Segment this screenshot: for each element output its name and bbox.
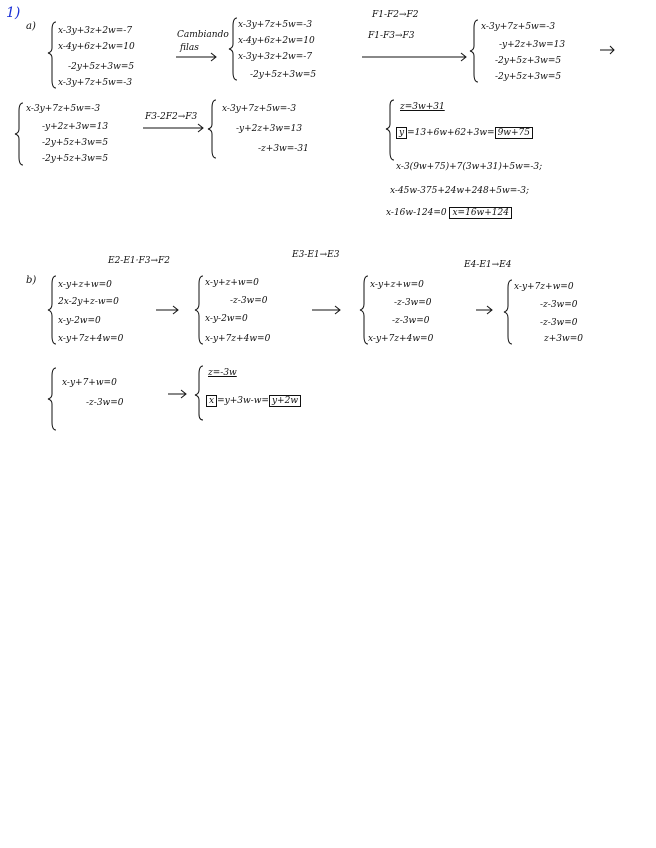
brace-a1 — [48, 22, 56, 88]
brace-b6 — [195, 366, 203, 420]
a-sys1-eq2: x-4y+6z+2w=10 — [58, 42, 135, 52]
a-sys5-eq1: x-3y+7z+5w=-3 — [222, 104, 297, 114]
b-sys2-eq4: x-y+7z+4w=0 — [205, 334, 271, 344]
sol-z: z=3w+31 — [400, 102, 445, 112]
arrow-b2 — [312, 306, 340, 314]
sol-y-line — [396, 128, 533, 138]
brace-a4 — [15, 103, 23, 165]
arrow-b5 — [168, 390, 186, 398]
brace-b1 — [48, 276, 56, 344]
b-sys2-eq3: x-y-2w=0 — [205, 314, 248, 324]
sol-y-mid: =13+6w+62+3w= — [407, 128, 495, 138]
a-sys5-eq2: -y+2z+3w=13 — [236, 124, 303, 134]
b-sol-x-result: y+2w — [269, 395, 301, 407]
part-b-label: b) — [26, 275, 37, 286]
a-sys2-eq4: -2y+5z+3w=5 — [250, 70, 317, 80]
b-sys3-eq3: -z-3w=0 — [392, 316, 430, 326]
a-sys2-eq2: x-4y+6z+2w=10 — [238, 36, 315, 46]
arrow-a3 — [600, 46, 614, 54]
brace-a2 — [229, 18, 237, 80]
a-sys3-eq3: -2y+5z+3w=5 — [495, 56, 562, 66]
b-sys4-eq4: z+3w=0 — [544, 334, 583, 344]
a-sys1-eq1: x-3y+3z+2w=-7 — [58, 26, 133, 36]
a-sys4-eq2: -y+2z+3w=13 — [42, 122, 109, 132]
b-sys2-eq2: -z-3w=0 — [230, 296, 268, 306]
b-sys1-eq1: x-y+z+w=0 — [58, 280, 112, 290]
brace-b3 — [360, 276, 368, 344]
a-op1: F1-F2→F2 — [372, 10, 419, 20]
a-sys2-eq1: x-3y+7z+5w=-3 — [238, 20, 313, 30]
part-a-label: a) — [26, 21, 36, 32]
a-sys3-eq2: -y+2z+3w=13 — [499, 40, 566, 50]
a-sys4-eq3: -2y+5z+3w=5 — [42, 138, 109, 148]
sol-y-var: y — [396, 127, 407, 139]
arrow-b3 — [476, 306, 492, 314]
b-sys2-eq1: x-y+z+w=0 — [205, 278, 259, 288]
b-sys1-eq2: 2x-2y+z-w=0 — [58, 297, 119, 307]
b-sys4-eq1: x-y+7z+w=0 — [514, 282, 574, 292]
arrow-b1 — [156, 306, 178, 314]
b-op1: E2-E1·F3→F2 — [108, 256, 170, 266]
brace-a3 — [470, 20, 478, 82]
brace-b4 — [504, 280, 512, 344]
a-sys1-eq3: -2y+5z+3w=5 — [68, 62, 135, 72]
sol-x-eq: x-16w-124=0 — [386, 208, 447, 218]
a-sys5-eq3: -z+3w=-31 — [258, 144, 309, 154]
a-sys4-eq1: x-3y+7z+5w=-3 — [26, 104, 101, 114]
brace-a6 — [386, 100, 394, 160]
b-sys1-eq3: x-y-2w=0 — [58, 316, 101, 326]
b-sol-x-line — [206, 396, 301, 406]
sol-x-result: x=16w+124 — [449, 207, 512, 219]
a-sys4-eq4: -2y+5z+3w=5 — [42, 154, 109, 164]
b-sys1-eq4: x-y+7z+4w=0 — [58, 334, 124, 344]
a-sys1-eq4: x-3y+7z+5w=-3 — [58, 78, 133, 88]
a-op3: F3-2F2→F3 — [145, 112, 198, 122]
sol-x-line2: x-45w-375+24w+248+5w=-3; — [390, 186, 530, 196]
b-sys5-eq1: x-y+7+w=0 — [62, 378, 117, 388]
b-sys5-eq2: -z-3w=0 — [86, 398, 124, 408]
a-sys2-eq3: x-3y+3z+2w=-7 — [238, 52, 313, 62]
swap-note-line1: Cambiando — [177, 30, 229, 40]
b-sys3-eq2: -z-3w=0 — [394, 298, 432, 308]
a-sys3-eq1: x-3y+7z+5w=-3 — [481, 22, 556, 32]
b-sys3-eq4: x-y+7z+4w=0 — [368, 334, 434, 344]
brace-b2 — [195, 276, 203, 344]
b-op3: E4-E1→E4 — [464, 260, 512, 270]
brace-b5 — [48, 368, 56, 430]
b-sol-x-mid: =y+3w-w= — [217, 396, 269, 406]
b-sys4-eq3: -z-3w=0 — [540, 318, 578, 328]
sol-x-line3 — [386, 208, 512, 218]
problem-number: 1) — [6, 5, 21, 21]
brace-a5 — [208, 100, 216, 158]
sol-x-line1: x-3(9w+75)+7(3w+31)+5w=-3; — [396, 162, 543, 172]
sol-y-result: 9w+75 — [495, 127, 533, 139]
b-sol-x-var: x — [206, 395, 217, 407]
arrow-a4 — [143, 124, 203, 132]
b-sys4-eq2: -z-3w=0 — [540, 300, 578, 310]
arrow-a2 — [362, 53, 466, 61]
b-sol-z: z=-3w — [208, 368, 237, 378]
b-sys3-eq1: x-y+z+w=0 — [370, 280, 424, 290]
a-sys3-eq4: -2y+5z+3w=5 — [495, 72, 562, 82]
a-op2: F1-F3→F3 — [368, 31, 415, 41]
arrow-a1 — [176, 53, 216, 61]
b-op2: E3-E1→E3 — [292, 250, 340, 260]
swap-note-line2: filas — [180, 43, 199, 53]
